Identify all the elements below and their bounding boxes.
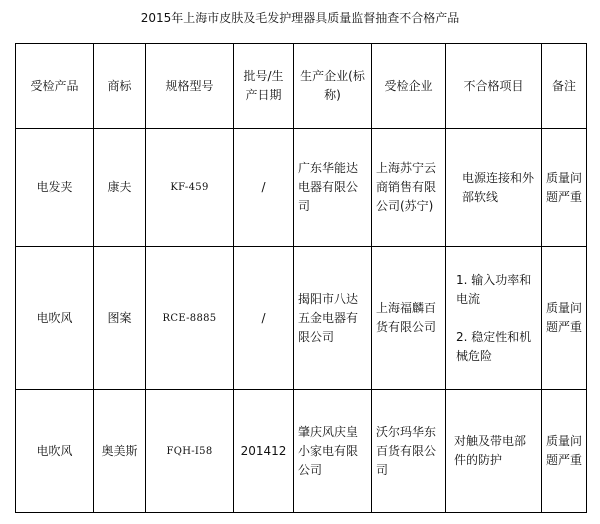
cell-inspected-company: 上海福麟百货有限公司: [372, 247, 446, 390]
table-row: [16, 129, 587, 247]
header-inspected-company: 受检企业: [372, 44, 446, 129]
cell-brand: 奥美斯: [94, 390, 146, 513]
cell-remarks: 质量问题严重: [542, 390, 587, 513]
cell-remarks: 质量问题严重: [542, 129, 587, 247]
cell-model: KF-459: [146, 129, 234, 247]
header-manufacturer: 生产企业(标称): [294, 44, 372, 129]
cell-manufacturer: 揭阳市八达五金电器有限公司: [294, 247, 372, 390]
header-failed-items: 不合格项目: [446, 44, 542, 129]
cell-failed-items: [446, 247, 542, 390]
header-model: 规格型号: [146, 44, 234, 129]
page-title: 2015年上海市皮肤及毛发护理器具质量监督抽查不合格产品: [140, 11, 460, 25]
header-product: 受检产品: [16, 44, 94, 129]
header-brand: 商标: [94, 44, 146, 129]
cell-inspected-company: 沃尔玛华东百货有限公司: [372, 390, 446, 513]
cell-inspected-company: 上海苏宁云商销售有限公司(苏宁): [372, 129, 446, 247]
table-header-row: [16, 44, 587, 129]
cell-brand: 图案: [94, 247, 146, 390]
cell-product: 电吹风: [16, 390, 94, 513]
failed-item: 电源连接和外部软线: [462, 170, 535, 204]
nonconforming-products-table: [15, 43, 587, 513]
cell-failed-items: [446, 129, 542, 247]
cell-model: FQH-I58: [146, 390, 234, 513]
cell-product: 电发夹: [16, 129, 94, 247]
table-row: [16, 390, 587, 513]
cell-remarks: 质量问题严重: [542, 247, 587, 390]
failed-item: 对触及带电部件的防护: [454, 434, 527, 467]
cell-brand: 康夫: [94, 129, 146, 247]
cell-manufacturer: 广东华能达电器有限公司: [294, 129, 372, 247]
cell-product: 电吹风: [16, 247, 94, 390]
cell-batch-date: /: [234, 247, 294, 390]
cell-model: RCE-8885: [146, 247, 234, 390]
header-batch-date: 批号/生产日期: [234, 44, 294, 129]
cell-failed-items: [446, 390, 542, 513]
failed-item: 1. 输入功率和电流: [456, 272, 532, 306]
cell-batch-date: 201412: [234, 390, 294, 513]
cell-manufacturer: 肇庆风庆皇小家电有限公司: [294, 390, 372, 513]
cell-batch-date: /: [234, 129, 294, 247]
table-row: [16, 247, 587, 390]
header-remarks: 备注: [542, 44, 587, 129]
failed-item: 2. 稳定性和机械危险: [456, 329, 532, 363]
